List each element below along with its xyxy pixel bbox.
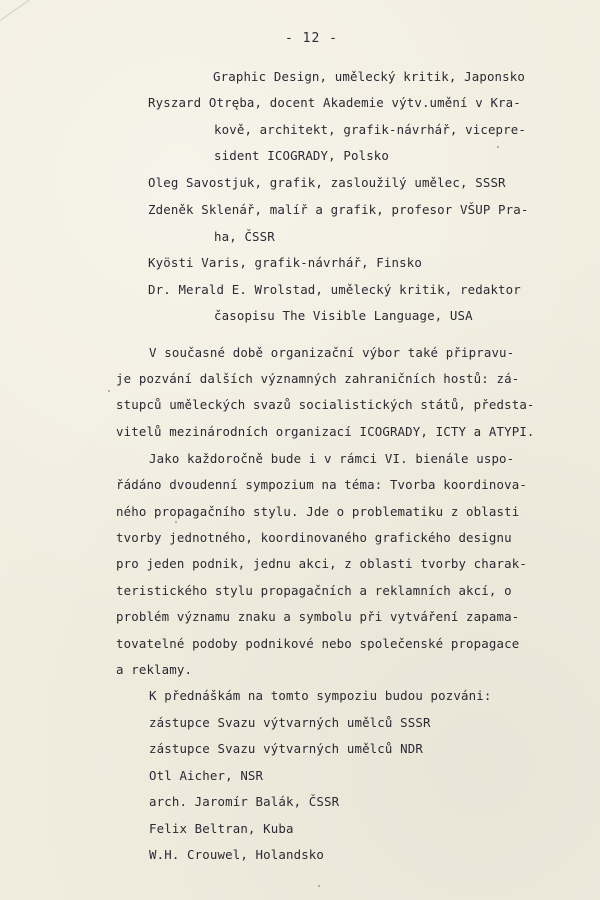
page-number: - 12 -	[285, 31, 338, 46]
member-line: Dr. Merald E. Wrolstad, umělecký kritik, redaktor	[148, 282, 521, 297]
paragraph-line: tvorby jednotného, koordinovaného grafického designu	[116, 530, 512, 545]
paper-speck	[497, 146, 499, 148]
member-line: Graphic Design, umělecký kritik, Japonsko	[213, 69, 526, 84]
paragraph-line: stupců uměleckých svazů socialistických států, předsta-	[116, 397, 535, 412]
member-line: Oleg Savostjuk, grafik, zasloužilý umělec, SSSR	[148, 175, 506, 190]
member-line: časopisu The Visible Language, USA	[214, 308, 473, 323]
paragraph-line: problém významu znaku a symbolu při vytváření zapama-	[116, 609, 520, 624]
paper-speck	[175, 521, 177, 523]
paper-speck	[108, 390, 110, 392]
paragraph-line: teristického stylu propagačních a reklamních akcí, o	[116, 583, 512, 598]
invitee-line: zástupce Svazu výtvarných umělců SSSR	[149, 715, 431, 730]
invitee-line: Otl Aicher, NSR	[149, 768, 264, 783]
paragraph-line: řádáno dvoudenní sympozium na téma: Tvorba koordinova-	[116, 477, 527, 492]
paper-corner-crease	[0, 0, 45, 24]
paragraph-line: ného propagačního stylu. Jde o problematiku z oblasti	[116, 504, 520, 519]
paragraph-line: je pozvání dalších významných zahraničních hostů: zá-	[116, 371, 520, 386]
member-line: sident ICOGRADY, Polsko	[214, 148, 390, 163]
paragraph-line: Jako každoročně bude i v rámci VI. bienále uspo-	[149, 451, 515, 466]
invitee-line: zástupce Svazu výtvarných umělců NDR	[149, 741, 423, 756]
paragraph-line: tovatelné podoby podnikové nebo společenské propagace	[116, 636, 520, 651]
member-line: ha, ČSSR	[214, 229, 275, 244]
invitee-line: Felix Beltran, Kuba	[149, 821, 294, 836]
member-line: Ryszard Otręba, docent Akademie výtv.umění v Kra-	[148, 95, 521, 110]
paragraph-line: vitelů mezinárodních organizací ICOGRADY, ICTY a ATYPI.	[116, 424, 535, 439]
member-line: kově, architekt, grafik-návrhář, vicepre-	[214, 122, 527, 137]
member-line: Zdeněk Sklenář, malíř a grafik, profesor VŠUP Pra-	[148, 202, 529, 217]
invitees-intro: K přednáškám na tomto sympoziu budou pozváni:	[149, 688, 492, 703]
paragraph-line: a reklamy.	[116, 662, 193, 677]
invitee-line: arch. Jaromír Balák, ČSSR	[149, 794, 340, 809]
paragraph-line: V současné době organizační výbor také připravu-	[149, 345, 515, 360]
paper-speck	[318, 885, 320, 887]
invitee-line: W.H. Crouwel, Holandsko	[149, 847, 325, 862]
paragraph-line: pro jeden podnik, jednu akci, z oblasti tvorby charak-	[116, 556, 527, 571]
member-line: Kyösti Varis, grafik-návrhář, Finsko	[148, 255, 422, 270]
